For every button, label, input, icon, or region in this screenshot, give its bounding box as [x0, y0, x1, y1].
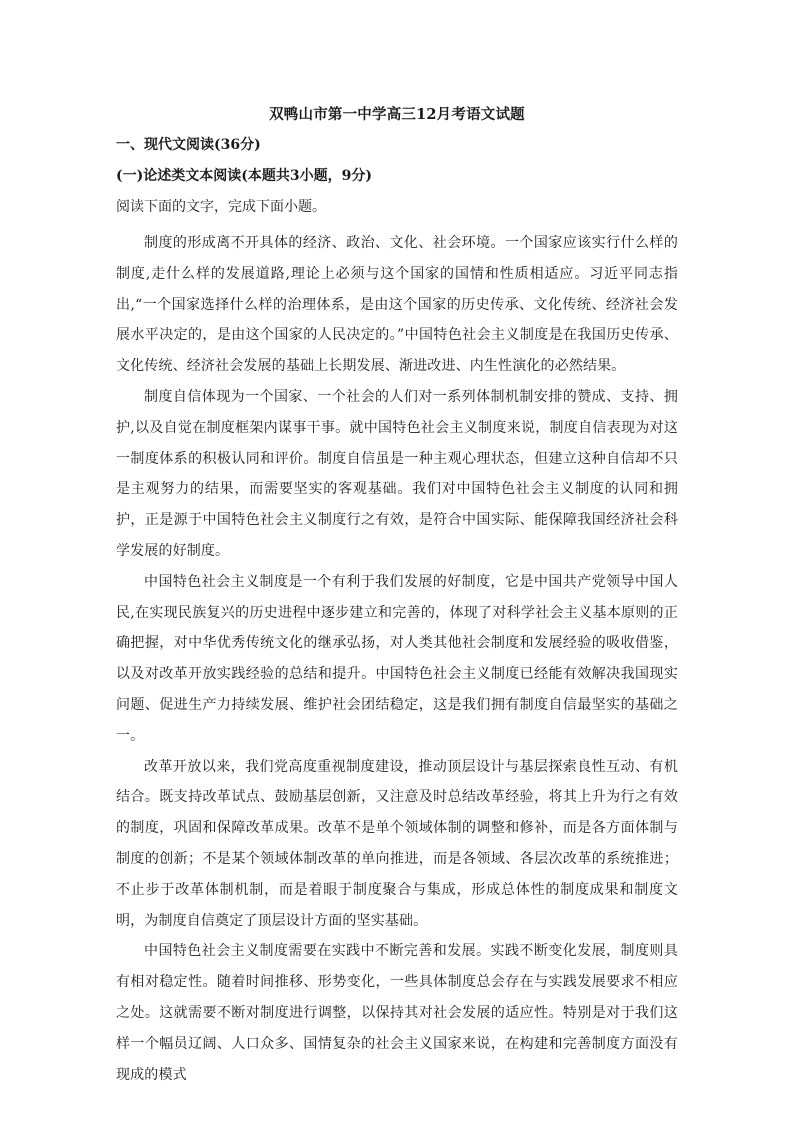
paragraph: 改革开放以来，我们党高度重视制度建设，推动顶层设计与基层探索良性互动、有机结合。既支持改革试点、鼓励基层创新，又注意及时总结改革经验，将其上升为行之有效的制度，巩固和保障改革成果。改革不是单个领域体制的调整和修补，而是各方面体制与制度的创新；不是某个领域体制改革的单向推进，而是各领域、各层次改革的系统推进；不止步于改革体制机制，而是着眼于制度聚合与集成，形成总体性的制度成果和制度文明，为制度自信奠定了顶层设计方面的坚实基础。	[116, 758, 678, 929]
reading-instruction: 阅读下面的文字，完成下面小题。	[116, 199, 326, 215]
paragraph: 制度自信体现为一个国家、一个社会的人们对一系列体制机制安排的赞成、支持、拥护,以及自觉在制度框架内谋事干事。就中国特色社会主义制度来说，制度自信表现为对这一制度体系的积极认同和评价。制度自信虽是一种主观心理状态，但建立这种自信却不只是主观努力的结果，而需要坚实的客观基础。我们对中国特色社会主义制度的认同和拥护，正是源于中国特色社会主义制度行之有效，是符合中国实际、能保障我国经济社会科学发展的好制度。	[116, 388, 678, 559]
section-heading: 一、现代文阅读(36分)	[116, 137, 261, 153]
paragraph: 制度的形成离不开具体的经济、政治、文化、社会环境。一个国家应该实行什么样的制度,走什么样的发展道路,理论上必须与这个国家的国情和性质相适应。习近平同志指出,“一个国家选择什么样的治理体系，是由这个国家的历史传承、文化传统、经济社会发展水平决定的，是由这个国家的人民决定的。”中国特色社会主义制度是在我国历史传承、文化传统、经济社会发展的基础上长期发展、渐进改进、内生性演化的必然结果。	[116, 235, 678, 375]
page-title: 双鸭山市第一中学高三12月考语文试题	[269, 106, 525, 123]
subsection-heading: (一)论述类文本阅读(本题共3小题，9分)	[116, 168, 372, 184]
paragraph: 中国特色社会主义制度是一个有利于我们发展的好制度，它是中国共产党领导中国人民,在实现民族复兴的历史进程中逐步建立和完善的，体现了对科学社会主义基本原则的正确把握，对中华优秀传统文化的继承弘扬，对人类其他社会制度和发展经验的吸收借鉴，以及对改革开放实践经验的总结和提升。中国特色社会主义制度已经能有效解决我国现实问题、促进生产力持续发展、维护社会团结稳定，这是我们拥有制度自信最坚实的基础之一。	[116, 573, 678, 744]
paragraph: 中国特色社会主义制度需要在实践中不断完善和发展。实践不断变化发展，制度则具有相对稳定性。随着时间推移、形势变化，一些具体制度总会存在与实践发展要求不相应之处。这就需要不断对制度进行调整，以保持其对社会发展的适应性。特别是对于我们这样一个幅员辽阔、人口众多、国情复杂的社会主义国家来说，在构建和完善制度方面没有现成的模式	[116, 943, 678, 1083]
article-body	[116, 228, 678, 1090]
